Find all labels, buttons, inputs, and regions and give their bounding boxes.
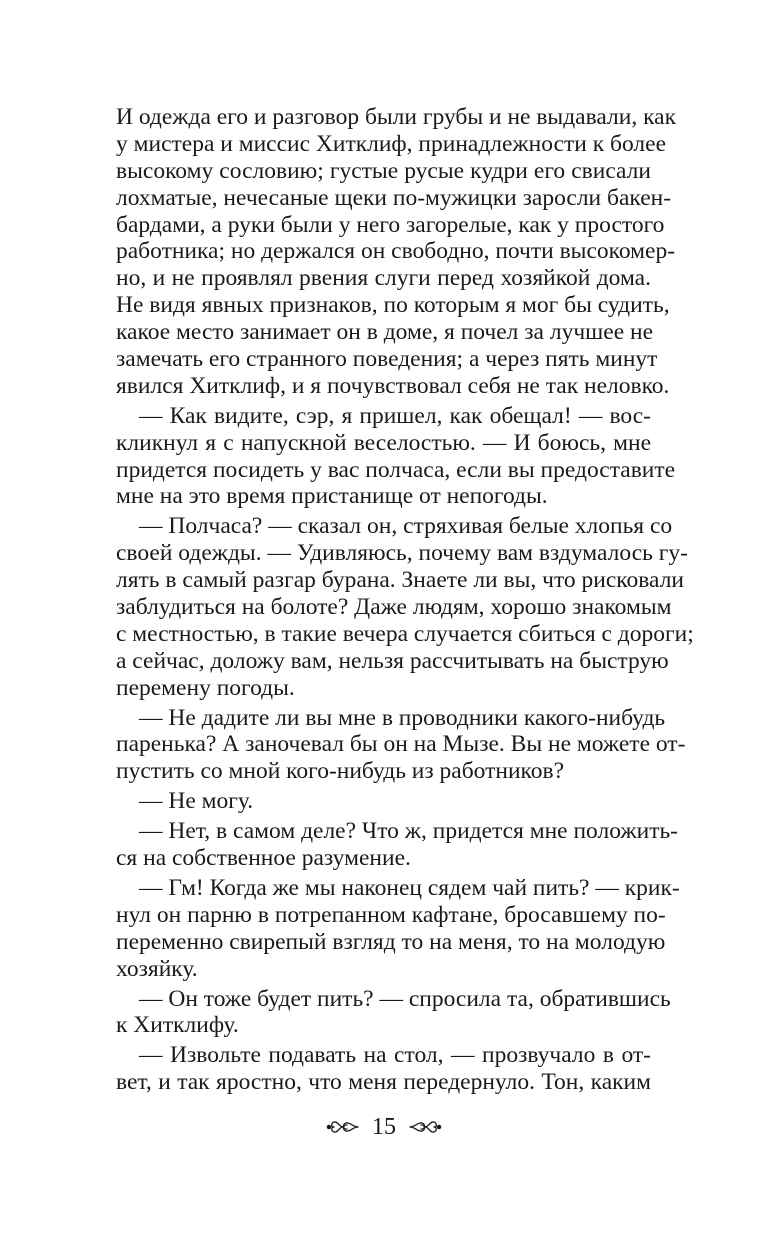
paragraph: [116, 818, 679, 872]
text-line: работника; но держался он свободно, почти высокомер-: [116, 238, 676, 265]
fleuron-icon: [408, 1116, 442, 1138]
text-line: какое место занимает он в доме, я почел за лучшее не: [116, 319, 654, 346]
text-line: вет, и так яростно, что меня передернуло. Тон, каким: [116, 1069, 651, 1096]
text-line: к Хитклифу.: [116, 1012, 239, 1039]
text-line: перемену погоды.: [116, 674, 295, 701]
text-line: высокому сословию; густые русые кудри его свисали: [116, 157, 651, 184]
page-number: 15: [372, 1113, 396, 1140]
text-line: И одежда его и разговор были грубы и не выдавали, как: [116, 104, 676, 130]
text-line: с местностью, в такие вечера случается сбиться с дороги;: [116, 620, 694, 647]
text-line: — Не дадите ли вы мне в проводники какого-нибудь: [139, 704, 666, 731]
text-line: — Не могу.: [139, 788, 254, 815]
fleuron-icon: [326, 1116, 360, 1138]
text-line: хозяйку.: [116, 955, 198, 982]
body-text: [116, 104, 694, 1096]
text-line: своей одежды. — Удивляюсь, почему вам вздумалось гу-: [116, 540, 688, 567]
text-line: ся на собственное разумение.: [116, 845, 411, 872]
text-line: у мистера и миссис Хитклиф, принадлежности к более: [116, 130, 667, 157]
text-line: — Гм! Когда же мы наконец сядем чай пить? — крик-: [139, 874, 680, 901]
page-footer: [0, 1113, 768, 1141]
text-line: паренька? А заночевал бы он на Мызе. Вы не можете от-: [116, 731, 686, 758]
paragraph: [116, 402, 676, 511]
text-line: но, и не проявлял рвения слуги перед хозяйкой дома.: [116, 265, 651, 292]
text-line: пустить со мной кого-нибудь из работников?: [116, 758, 565, 785]
paragraph: [116, 1042, 651, 1096]
text-line: — Как видите, сэр, я пришел, как обещал! — вос-: [139, 402, 651, 429]
text-line: придется посидеть у вас полчаса, если вы предоставите: [116, 456, 676, 483]
text-line: — Полчаса? — сказал он, стряхивая белые хлопья со: [139, 513, 673, 540]
text-line: заблудиться на болоте? Даже людям, хорошо знакомым: [116, 594, 672, 621]
text-line: мне на это время пристанище от непогоды.: [116, 483, 548, 510]
text-line: переменно свирепый взгляд то на меня, то на молодую: [116, 928, 666, 955]
text-line: замечать его странного поведения; а через пять минут: [116, 346, 658, 373]
text-line: а сейчас, доложу вам, нельзя рассчитывать на быструю: [116, 647, 669, 674]
text-line: Не видя явных признаков, по которым я мог бы судить,: [116, 292, 670, 319]
text-line: — Извольте подавать на стол, — прозвучало в от-: [139, 1042, 651, 1069]
paragraph: [116, 874, 680, 983]
text-line: — Нет, в самом деле? Что ж, придется мне положить-: [139, 818, 679, 845]
paragraph: [116, 788, 651, 815]
text-line: явился Хитклиф, и я почувствовал себя не так неловко.: [116, 372, 670, 399]
paragraph: [116, 104, 676, 400]
text-line: лять в самый разгар бурана. Знаете ли вы, что рисковали: [116, 567, 684, 594]
text-line: бардами, а руки были у него загорелые, как у простого: [116, 211, 665, 238]
text-line: — Он тоже будет пить? — спросила та, обратившись: [139, 985, 671, 1012]
paragraph: [116, 513, 694, 701]
text-line: нул он парню в потрепанном кафтане, бросавшему по-: [116, 901, 666, 928]
text-line: кликнул я с напускной веселостью. — И боюсь, мне: [116, 429, 651, 456]
paragraph: [116, 704, 686, 786]
text-line: лохматые, нечесаные щеки по-мужицки заросли бакен-: [116, 184, 672, 211]
paragraph: [116, 985, 671, 1040]
